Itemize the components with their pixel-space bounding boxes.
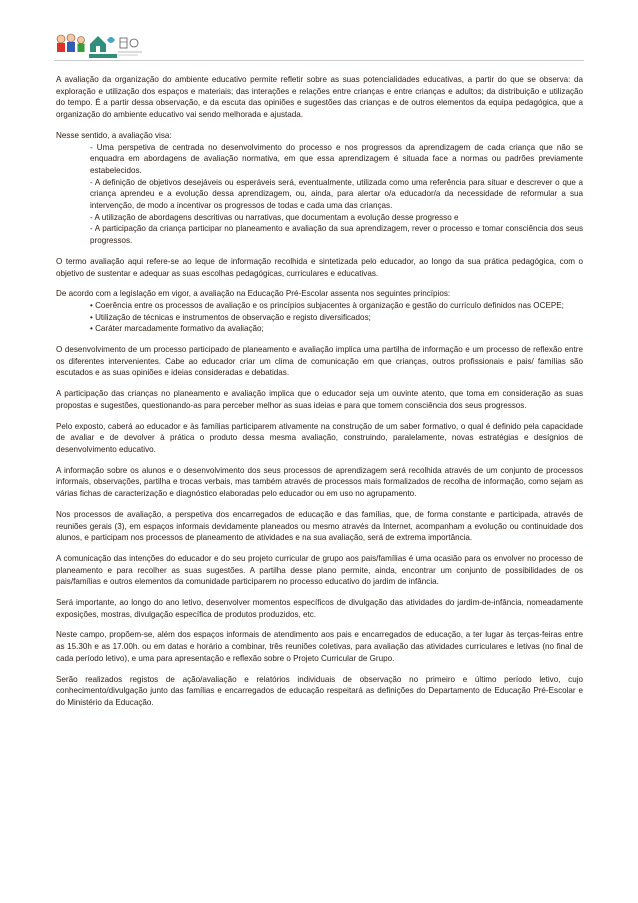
list-item: - Uma perspetiva de centrada no desenvolvimento do processo e nos progressos da aprendizagem de cada criança que não se enquadra em abordagens de avaliação normativa, em que essa aprendizagem é situada face a normas ou padrões previamente estabelecidos.	[90, 142, 583, 175]
list-item: - A participação da criança participar no planeamento e avaliação da sua aprendizagem, rever o processo e tomar consciência dos seus progressos.	[90, 224, 583, 246]
list-item: • Coerência entre os processos de avaliação e os princípios subjacentes à organização e gestão do currículo definidos nas OCEPE;	[90, 300, 564, 310]
paragraph-reunioes: Neste campo, propõem-se, além dos espaços informais de atendimento aos pais e encarregados de educação, a ter lugar às terças-feiras entre as 15.30h e as 17.00h. ou em datas e horário a combinar, três reuniões coletivas, para avaliação das atividades curriculares e letivas (no final de cada período letivo), e uma para apresentação e reflexão sobre o Projeto Curricular de Grupo.	[56, 630, 583, 663]
list-item: - A utilização de abordagens descritivas ou narrativas, que documentam a evolução desse progresso e	[90, 212, 459, 222]
paragraph-registos: Serão realizados registos de ação/avaliação e relatórios individuais de observação no primeiro e último período letivo, cujo conhecimento/divulgação junto das famílias e encarregados de educação respeitará as definições do Departamento de Educação Pré-Escolar e do Ministério da Educação.	[56, 674, 583, 707]
paragraph-participacao-criancas: A participação das crianças no planeamento e avaliação implica que o educador seja um ouvinte atento, que toma em consideração as suas propostas e sugestões, questionando-as para perceber melhor as suas ideias e para que tomem consciência dos seus progressos.	[56, 389, 583, 410]
paragraph-termo-avaliacao: O termo avaliação aqui refere-se ao leque de informação recolhida e sintetizada pelo educador, ao longo da sua prática pedagógica, com o objetivo de sustentar e adequar as suas escolhas pedagógicas, curriculares e educativas.	[56, 256, 583, 278]
paragraph-saber-formativo: Pelo exposto, caberá ao educador e às famílias participarem ativamente na construção de um saber formativo, o qual é definido pela capacidade de avaliar e de devolver à prática o produto dessa mesma avaliação, construindo, paralelamente, novas estratégias e desígnios de desenvolvimento educativo.	[56, 421, 583, 454]
paragraph-comunicacao-pais: A comunicação das intenções do educador e do seu projeto curricular de grupo aos pais/famílias é uma ocasião para os envolver no processo de planeamento e para recolher as suas sugestões. A partilha desse plano permite, ainda, encontrar um conjunto de possibilidades de os pais/famílias e outros elementos da comunidade participarem no processo educativo do jardim de infância.	[56, 553, 583, 587]
paragraph-processo-participado: O desenvolvimento de um processo participado de planeamento e avaliação implica uma partilha de informação e um processo de reflexão entre os diferentes intervenientes. Cabe ao educador criar um clima de comunicação em que crianças, outros profissionais e pais/ famílias são escutados e as suas opiniões e ideias consideradas e debatidas.	[56, 345, 583, 378]
list-item: - A definição de objetivos desejáveis ou esperáveis será, eventualmente, utilizada como uma referência para situar e descrever o que a criança aprendeu e a evolução dessa aprendizagem, ou, ainda, para alertar o/a educador/a da necessidade de reformular a sua intervenção, de modo a incentivar os progressos de todas e cada uma das crianças.	[90, 177, 583, 211]
list-item: • Utilização de técnicas e instrumentos de observação e registo diversificados;	[90, 312, 371, 322]
paragraph-encarregados-educacao: Nos processos de avaliação, a perspetiva dos encarregados de educação e das famílias, que, de forma constante e participada, através de reuniões gerais (3), em espaços informais devidamente planeados ou mesmo através da Internet, acompanham a evolução ou continuidade dos alunos, e participam nos processos de planeamento de atividades e na sua avaliação, será de extrema importância.	[56, 509, 583, 543]
paragraph-avaliacao-visa: Nesse sentido, a avaliação visa:	[56, 130, 172, 140]
school-logo	[54, 30, 144, 60]
list-item: • Caráter marcadamente formativo da avaliação;	[90, 324, 264, 334]
document-body	[56, 74, 583, 718]
page-header	[54, 30, 584, 62]
list-principios	[56, 300, 583, 335]
paragraph-organizacao-ambiente: A avaliação da organização do ambiente educativo permite refletir sobre as suas potencialidades educativas, a partir do que se observa: da exploração e utilização dos espaços e materiais; das interações e relações entre crianças e entre crianças e adultos; da distribuição e utilização do tempo. É a partir dessa observação, e da escuta das opiniões e sugestões das crianças e de outros elementos da equipa pedagógica, que a organização do ambiente educativo vai sendo melhorada e ajustada.	[56, 75, 583, 120]
paragraph-divulgacao-atividades: Será importante, ao longo do ano letivo, desenvolver momentos específicos de divulgação das atividades do jardim-de-infância, nomeadamente exposições, mostras, divulgação específica de produtos produzidos, etc.	[56, 598, 583, 619]
paragraph-legislacao: De acordo com a legislação em vigor, a avaliação na Educação Pré-Escolar assenta nos seguintes princípios:	[56, 289, 451, 299]
paragraph-informacao-alunos: A informação sobre os alunos e o desenvolvimento dos seus processos de aprendizagem será recolhida através de um conjunto de processos informais, observações, partilha e trocas verbais, mas também através de processos mais formalizados de recolha de informação, como sejam as várias fichas de caracterização e diagnóstico elaboradas pelo educador ou em uso no agrupamento.	[56, 465, 583, 499]
list-avaliacao-objetivos	[56, 142, 583, 247]
header-divider	[54, 60, 584, 61]
